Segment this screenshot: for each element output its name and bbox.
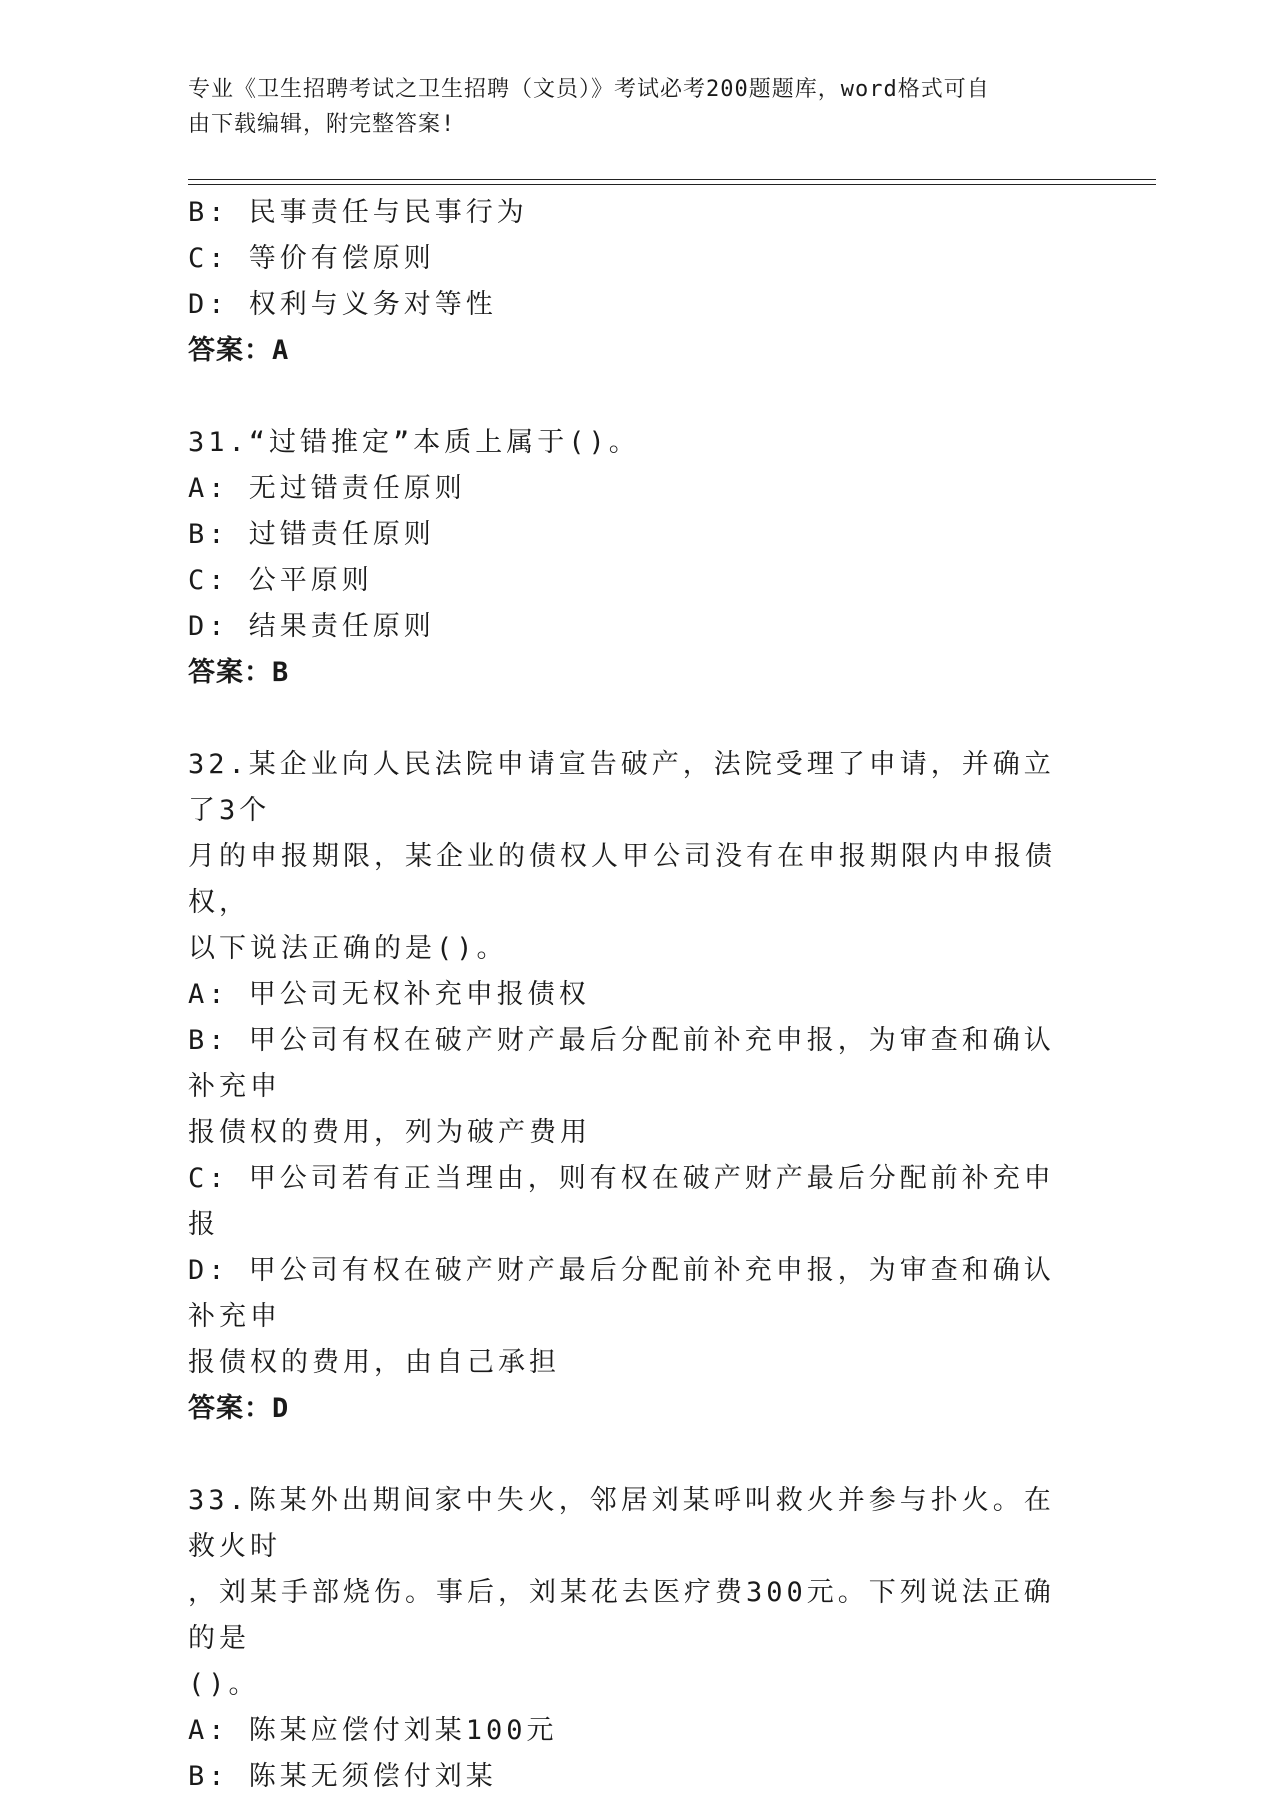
answer: 答案：B — [188, 657, 290, 688]
question-list — [188, 190, 1078, 1800]
option-d-line-1: D: 甲公司有权在破产财产最后分配前补充申报，为审查和确认补充申 — [188, 1255, 1055, 1332]
spacer — [188, 1432, 1078, 1478]
question-stem-line-3: 以下说法正确的是()。 — [188, 933, 508, 964]
document-header — [188, 72, 1078, 142]
option-c: C: 甲公司若有正当理由，则有权在破产财产最后分配前补充申报 — [188, 1163, 1055, 1240]
question-32 — [188, 742, 1078, 1432]
option-b-line-1: B: 甲公司有权在破产财产最后分配前补充申报，为审查和确认补充申 — [188, 1025, 1055, 1102]
question-33 — [188, 1478, 1078, 1800]
spacer — [188, 696, 1078, 742]
header-divider-top — [188, 179, 1156, 180]
spacer — [188, 374, 1078, 420]
question-stem-line-1: 32.某企业向人民法院申请宣告破产，法院受理了申请，并确立了3个 — [188, 749, 1055, 826]
option-c: C: 等价有偿原则 — [188, 243, 435, 274]
header-divider-bottom — [188, 184, 1156, 185]
question-stem-line-2: 月的申报期限，某企业的债权人甲公司没有在申报期限内申报债权， — [188, 841, 1056, 918]
header-line-2: 由下载编辑，附完整答案! — [188, 112, 456, 137]
question-stem: 31.“过错推定”本质上属于()。 — [188, 427, 640, 458]
option-a: A: 甲公司无权补充申报债权 — [188, 979, 590, 1010]
option-a: A: 陈某应偿付刘某100元 — [188, 1715, 558, 1746]
question-stem-line-2: ，刘某手部烧伤。事后，刘某花去医疗费300元。下列说法正确的是 — [188, 1577, 1055, 1654]
option-d: D: 权利与义务对等性 — [188, 289, 497, 320]
answer: 答案：D — [188, 1393, 290, 1424]
option-b-line-2: 报债权的费用，列为破产费用 — [188, 1117, 591, 1148]
option-b: B: 陈某无须偿付刘某 — [188, 1761, 497, 1792]
option-b: B: 民事责任与民事行为 — [188, 197, 528, 228]
question-30 — [188, 190, 1078, 374]
option-a: A: 无过错责任原则 — [188, 473, 466, 504]
option-b: B: 过错责任原则 — [188, 519, 435, 550]
option-d-line-2: 报债权的费用，由自己承担 — [188, 1347, 560, 1378]
header-line-1: 专业《卫生招聘考试之卫生招聘（文员）》考试必考200题题库，word格式可自 — [188, 77, 990, 102]
question-stem-line-1: 33.陈某外出期间家中失火，邻居刘某呼叫救火并参与扑火。在救火时 — [188, 1485, 1055, 1562]
option-d: D: 结果责任原则 — [188, 611, 435, 642]
question-stem-line-3: ()。 — [188, 1669, 260, 1700]
question-31 — [188, 420, 1078, 696]
option-c: C: 公平原则 — [188, 565, 373, 596]
answer: 答案：A — [188, 335, 290, 366]
